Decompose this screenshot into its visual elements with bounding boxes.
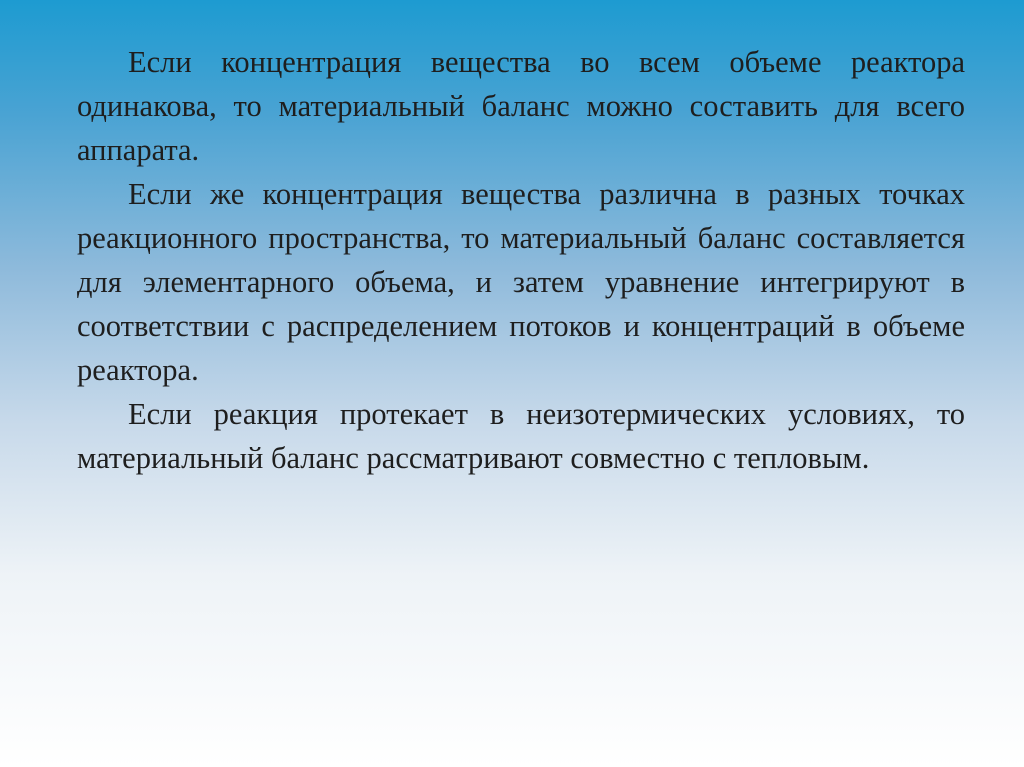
paragraph-uniform-concentration: Если концентрация вещества во всем объеме реактора одинакова, то материальный баланс можно составить для всего аппарата. <box>77 45 965 167</box>
paragraph-non-isothermal: Если реакция протекает в неизотермических условиях, то материальный баланс рассматривают совместно с тепловым. <box>77 397 965 475</box>
paragraph-varying-concentration: Если же концентрация вещества различна в разных точках реакционного пространства, то материальный баланс составляется для элементарного объема, и затем уравнение интегрируют в соответствии с распределением потоков и концентраций в объеме реактора. <box>77 177 965 387</box>
slide-body <box>77 40 965 480</box>
